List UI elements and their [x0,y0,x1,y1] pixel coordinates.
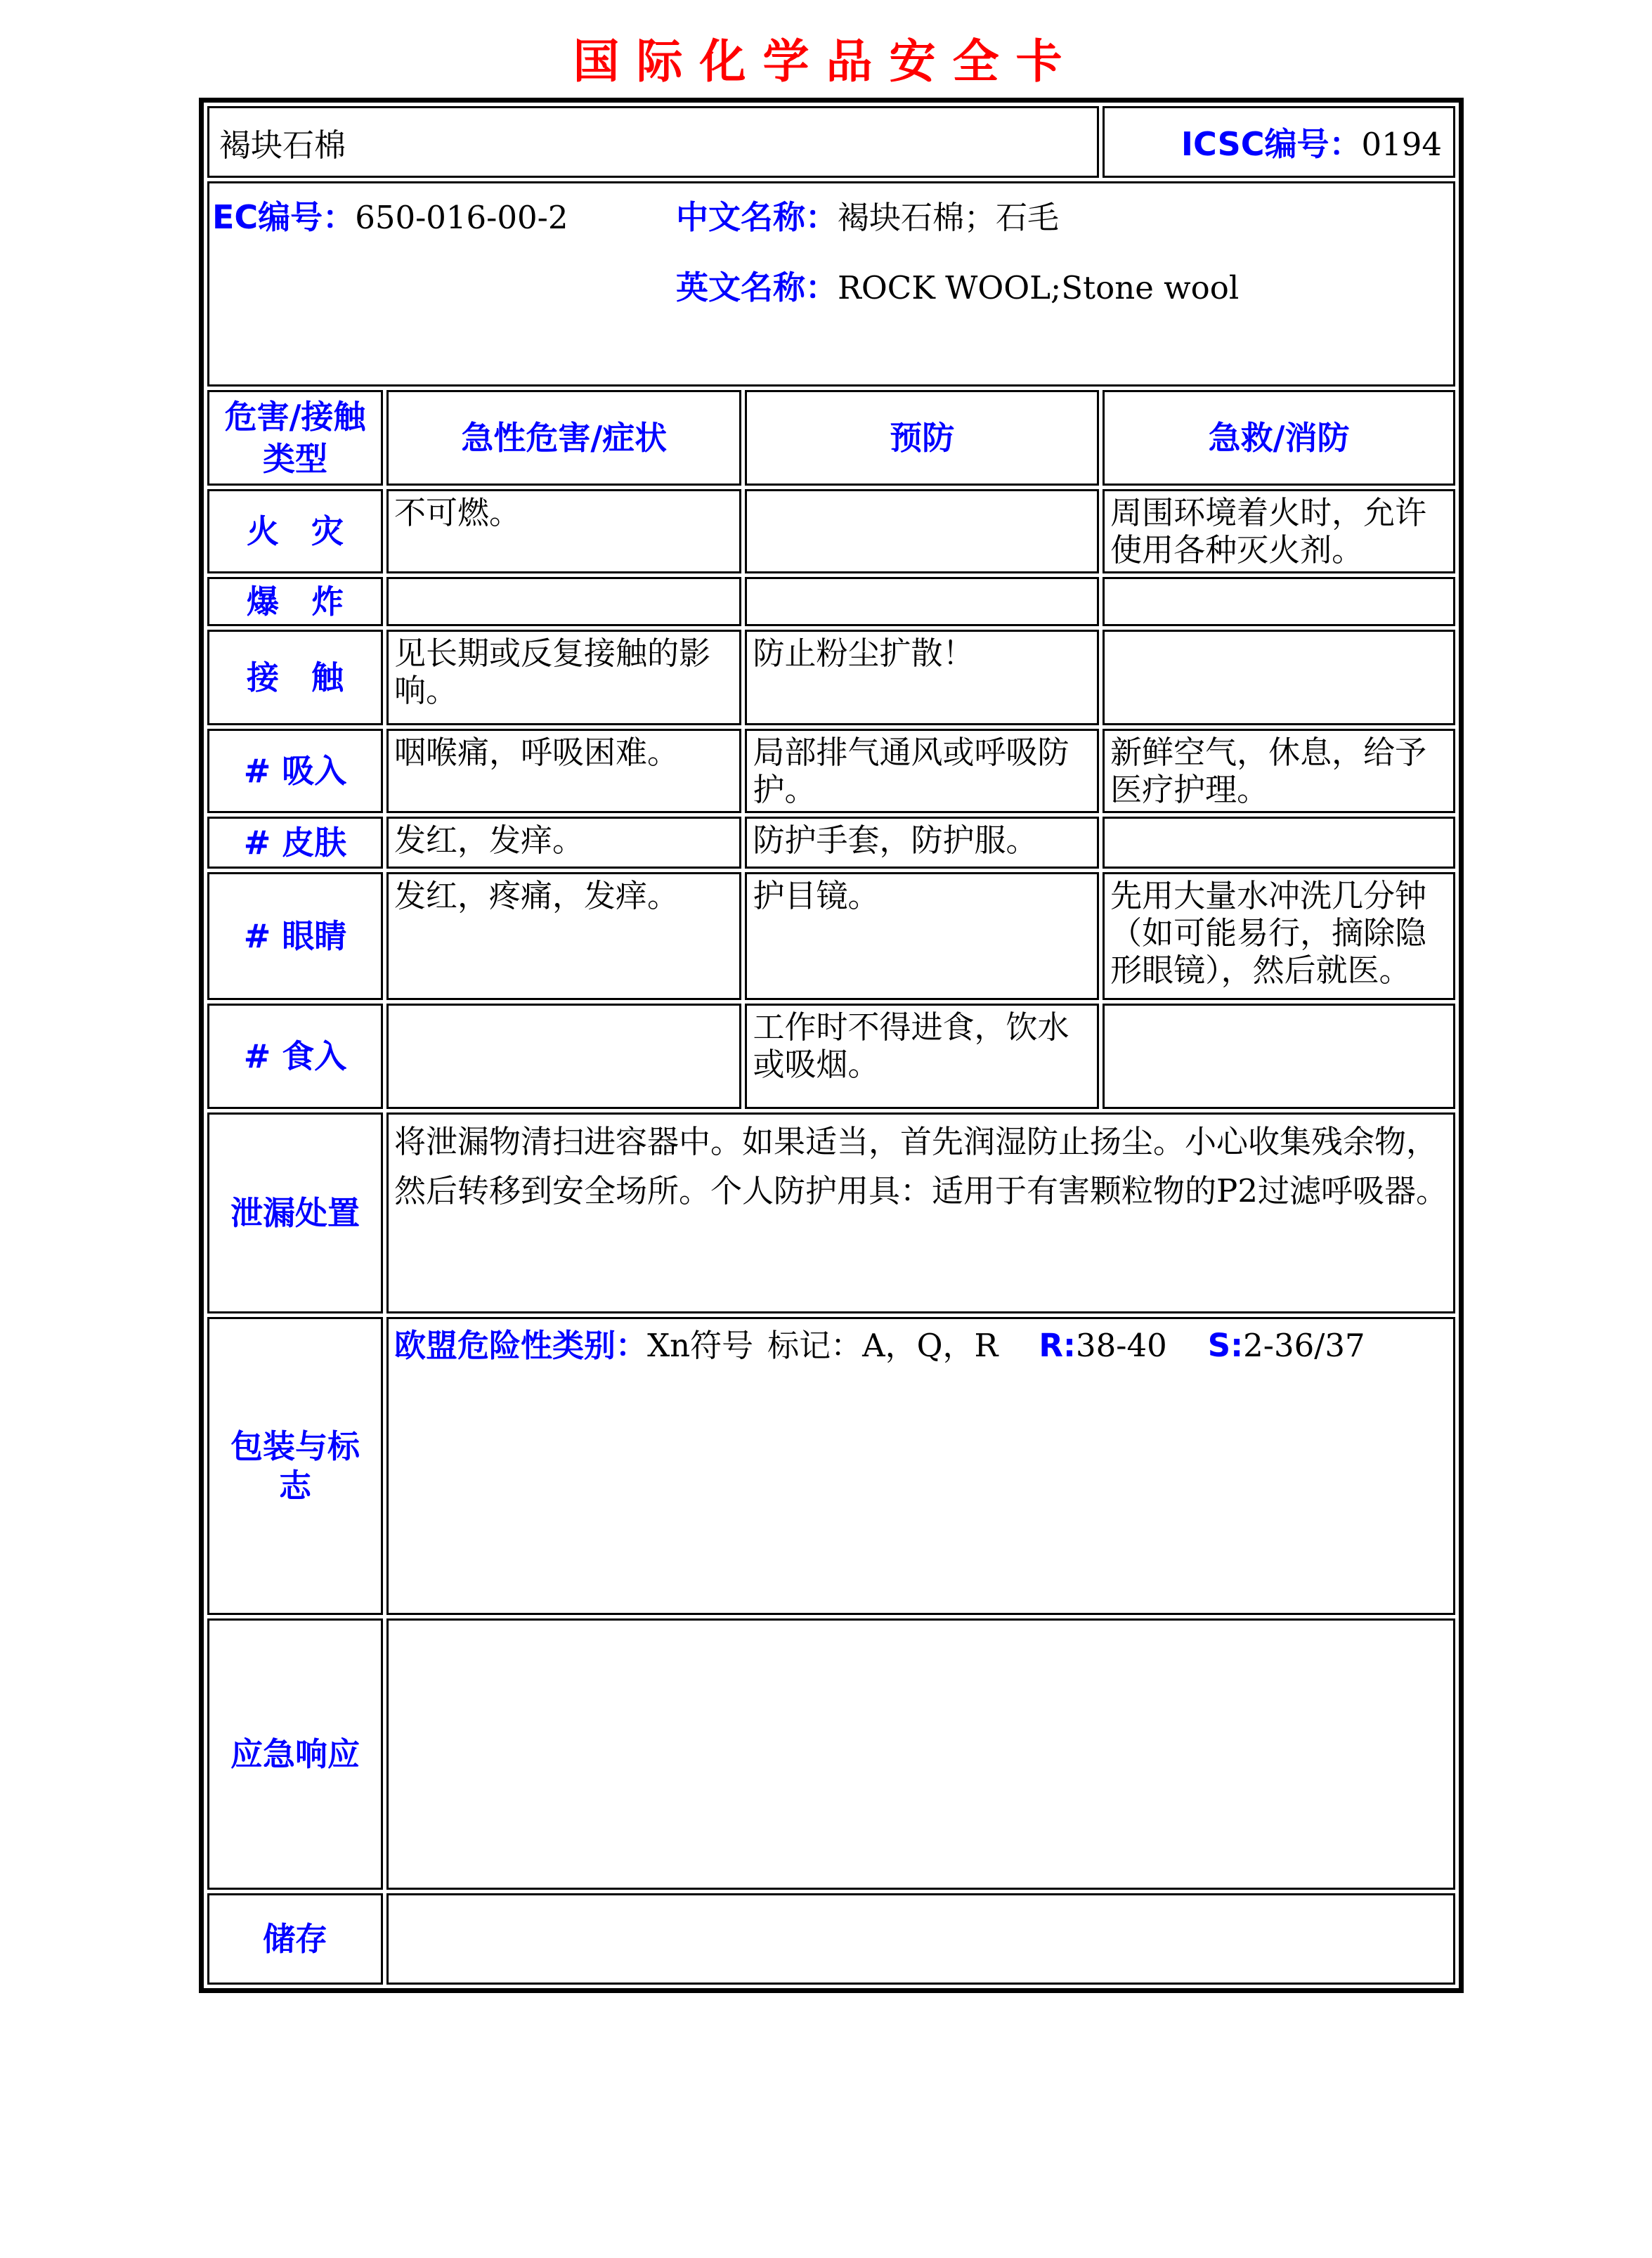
ec-number [212,192,568,238]
skin-prevention: 防护手套，防护服。 [745,817,1099,869]
row-spillage [207,1112,1455,1313]
identifiers-cell [207,181,1455,387]
row-label-packaging: 包装与标志 [207,1317,383,1615]
column-header-hazard-type: 危害/接触类型 [207,390,383,486]
row-label-skin: # 皮肤 [207,817,383,869]
row-label-exposure: 接 触 [207,630,383,725]
inhalation-firstaid: 新鲜空气，休息，给予医疗护理。 [1103,729,1455,813]
r-phrase-value: 38-40 [1076,1327,1167,1364]
icsc-table [199,98,1464,1993]
inhalation-symptoms: 咽喉痛，呼吸困难。 [386,729,741,813]
explosion-symptoms [386,577,741,626]
row-emergency-response [207,1618,1455,1890]
packaging-cell [386,1317,1455,1615]
row-substance [207,106,1455,178]
row-fire [207,489,1455,573]
english-name-value: ROCK WOOL;Stone wool [838,269,1240,306]
explosion-firstaid [1103,577,1455,626]
row-label-fire: 火 灾 [207,489,383,573]
eyes-firstaid: 先用大量水冲洗几分钟（如可能易行，摘除隐形眼镜），然后就医。 [1103,872,1455,1000]
icsc-number-value: 0194 [1361,126,1442,163]
skin-firstaid [1103,817,1455,869]
icsc-number-cell [1103,106,1455,178]
exposure-firstaid [1103,630,1455,725]
eyes-symptoms: 发红，疼痛，发痒。 [386,872,741,1000]
eyes-prevention: 护目镜。 [745,872,1099,1000]
chemical-name: 褐块石棉 [207,106,1099,178]
page-title: 国际化学品安全卡 [573,34,1079,89]
row-inhalation [207,729,1455,813]
column-header-prevention: 预防 [745,390,1099,486]
icsc-number-label: ICSC编号： [1181,125,1362,163]
chinese-name [676,192,1059,238]
row-storage [207,1893,1455,1985]
row-table-header [207,390,1455,486]
ingestion-symptoms [386,1004,741,1109]
s-phrase-label: S: [1207,1327,1244,1364]
r-phrase-label: R: [1039,1327,1077,1364]
exposure-prevention: 防止粉尘扩散！ [745,630,1099,725]
exposure-symptoms: 见长期或反复接触的影响。 [386,630,741,725]
english-name-label: 英文名称： [676,268,838,306]
row-eyes [207,872,1455,1000]
fire-prevention [745,489,1099,573]
fire-firstaid: 周围环境着火时，允许使用各种灭火剂。 [1103,489,1455,573]
inhalation-prevention: 局部排气通风或呼吸防护。 [745,729,1099,813]
mark-value: 标记：A，Q，R [767,1327,999,1364]
ingestion-prevention: 工作时不得进食，饮水或吸烟。 [745,1004,1099,1109]
row-exposure [207,630,1455,725]
row-label-eyes: # 眼睛 [207,872,383,1000]
english-name [676,262,1239,309]
row-label-spillage: 泄漏处置 [207,1112,383,1313]
chinese-name-label: 中文名称： [676,198,838,236]
spillage-text: 将泄漏物清扫进容器中。如果适当，首先润湿防止扬尘。小心收集残余物，然后转移到安全场所。个人防护用具：适用于有害颗粒物的P2过滤呼吸器。 [386,1112,1455,1313]
row-ingestion [207,1004,1455,1109]
row-label-emergency-response: 应急响应 [207,1618,383,1890]
row-packaging [207,1317,1455,1615]
row-identifiers [207,181,1455,387]
row-label-explosion: 爆 炸 [207,577,383,626]
column-header-symptoms: 急性危害/症状 [386,390,741,486]
skin-symptoms: 发红，发痒。 [386,817,741,869]
column-header-firstaid: 急救/消防 [1103,390,1455,486]
eu-class-label: 欧盟危险性类别： [394,1327,648,1364]
row-skin [207,817,1455,869]
emergency-response-text [386,1618,1455,1890]
ec-number-label: EC编号： [212,198,356,236]
storage-text [386,1893,1455,1985]
chinese-name-value: 褐块石棉；石毛 [838,199,1060,236]
fire-symptoms: 不可燃。 [386,489,741,573]
s-phrase-value: 2-36/37 [1243,1327,1365,1364]
row-label-storage: 储存 [207,1893,383,1985]
row-explosion [207,577,1455,626]
row-label-inhalation: # 吸入 [207,729,383,813]
explosion-prevention [745,577,1099,626]
row-label-ingestion: # 食入 [207,1004,383,1109]
ec-number-value: 650-016-00-2 [355,199,568,236]
eu-class-value: Xn符号 [647,1327,754,1364]
ingestion-firstaid [1103,1004,1455,1109]
